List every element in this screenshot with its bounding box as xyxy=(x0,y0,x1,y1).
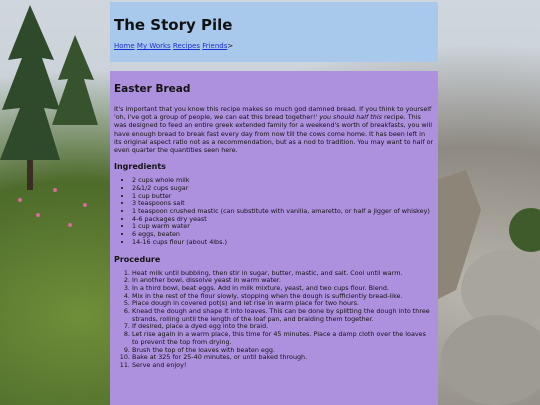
procedure-step: 9. Brush the top of the loaves with beaten egg. xyxy=(132,347,434,355)
procedure-step: 7. If desired, place a dyed egg into the braid. xyxy=(132,323,434,331)
procedure-step: 6. Knead the dough and shape it into loaves. This can be done by splitting the dough into three strands, rolling until the length of the loaf pan, and braiding them together. xyxy=(132,308,434,323)
ingredient-item: • 6 eggs, beaten xyxy=(132,231,434,239)
recipe-intro xyxy=(114,105,434,154)
nav-link-friends[interactable]: Friends xyxy=(202,42,228,50)
ingredient-item: • 1 cup warm water xyxy=(132,223,434,231)
intro-emphasis: you should half this xyxy=(319,113,382,122)
site-title: The Story Pile xyxy=(114,16,233,34)
background-rocks xyxy=(436,170,540,405)
ingredient-item: • 2&1/2 cups sugar xyxy=(132,185,434,193)
recipe-title: Easter Bread xyxy=(114,83,191,95)
background-pine-tree xyxy=(0,0,112,260)
ingredient-item: • 3 teaspoons salt xyxy=(132,200,434,208)
ingredient-item: • 4-6 packages dry yeast xyxy=(132,216,434,224)
procedure-heading: Procedure xyxy=(114,254,161,264)
recipe-card xyxy=(110,71,438,405)
nav-link-recipes[interactable]: Recipes xyxy=(172,42,200,50)
nav-link-home[interactable]: Home xyxy=(114,42,135,50)
procedure-step: 5. Place dough in covered pot(s) and let rise in warm place for two hours. xyxy=(132,300,434,308)
site-header xyxy=(110,2,438,62)
intro-text-1: It's important that you know this recipe makes so much god damned bread. If you think to yourself 'oh, I've got a group of people, we can eat this bread together!' xyxy=(114,105,432,122)
procedure-step: 4. Mix in the rest of the flour slowly, stopping when the dough is sufficiently bread-like. xyxy=(132,293,434,301)
procedure-list xyxy=(114,270,434,370)
nav-trailing-chevron: > xyxy=(227,42,234,50)
ingredient-item: • 2 cups whole milk xyxy=(132,177,434,185)
procedure-step: 1. Heat milk until bubbling, then stir in sugar, butter, mastic, and salt. Cool until warm. xyxy=(132,270,434,278)
procedure-step: 2. In another bowl, dissolve yeast in warm water. xyxy=(132,277,434,285)
intro-text-2: recipe. This was designed to feed an entire greek extended family for a weekend's worth of breakfasts, you will have enough bread to break fast every day from now till the cows come home. It has been left in its original aspect ratio not as a recommendation, but as a nod to tradition. You may want to half or even quarter the quantities seen here. xyxy=(114,113,434,155)
procedure-step: 10. Bake at 325 for 25-40 minutes, or until baked through. xyxy=(132,354,434,362)
ingredients-list xyxy=(114,177,434,246)
ingredient-item: • 14-16 cups flour (about 4lbs.) xyxy=(132,239,434,247)
ingredient-item: • 1 teaspoon crushed mastic (can substitute with vanilla, amaretto, or half a jigger of whiskey) xyxy=(132,208,434,216)
ingredient-item: • 1 cup butter xyxy=(132,193,434,201)
nav-link-my-works[interactable]: My Works xyxy=(136,42,171,50)
procedure-step: 3. In a third bowl, beat eggs. Add in milk mixture, yeast, and two cups flour. Blend. xyxy=(132,285,434,293)
main-nav xyxy=(114,42,233,50)
procedure-step: 11. Serve and enjoy! xyxy=(132,362,434,370)
procedure-step: 8. Let rise again in a warm place, this time for 45 minutes. Place a damp cloth over the loaves to prevent the top from drying. xyxy=(132,331,434,346)
ingredients-heading: Ingredients xyxy=(114,162,166,172)
